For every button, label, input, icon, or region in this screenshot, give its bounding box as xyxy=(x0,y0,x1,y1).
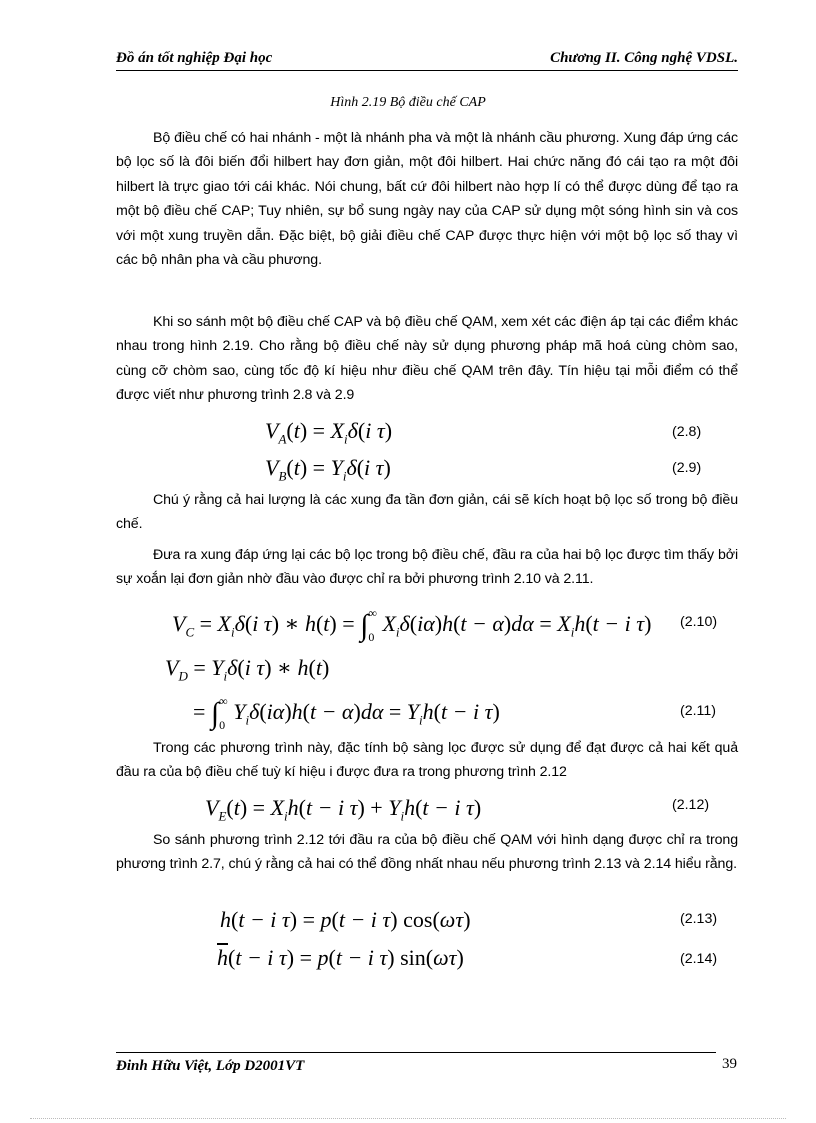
equation-number: (2.13) xyxy=(680,911,718,927)
equation-number: (2.8) xyxy=(672,424,702,440)
paragraph-1: Bộ điều chế có hai nhánh - một là nhánh pha và một là nhánh cầu phương. Xung đáp ứng các bộ lọc số là đôi biến đổi hilbert hay đơn giản, một đôi hilbert. Hai chức năng đó cái tạo ra một đôi hilbert là trực giao tới cái khác. Nói chung, bất cứ đôi hilbert nào hợp lí có thể được dùng để tạo ra một bộ điều chế CAP; Tuy nhiên, sự bổ sung ngày nay của CAP sử dụng một sóng hình sin và cos với một xung truyền dẫn. Đặc biệt, bộ giải điều chế CAP được thực hiện với một bộ lọc số thay vì các bộ nhân pha và cầu phương. xyxy=(116,130,738,269)
paragraph-3: Chú ý rằng cả hai lượng là các xung đa tần đơn giản, cái sẽ kích hoạt bộ lọc số trong bộ điều chế. xyxy=(116,492,738,533)
paragraph-2: Khi so sánh một bộ điều chế CAP và bộ điều chế QAM, xem xét các điện áp tại các điểm khác nhau trong hình 2.19. Cho rằng bộ điều chế này sử dụng phương pháp mã hoá cùng chòm sao, cùng cỡ chòm sao, cùng tốc độ kí hiệu như điều chế QAM trên đây. Tín hiệu tại mỗi điểm có thể được viết như phương trình 2.8 và 2.9 xyxy=(116,314,738,404)
equation-2-13: h(t − i τ) = p(t − i τ) cos(ωτ) xyxy=(220,907,471,932)
equation-number: (2.11) xyxy=(680,703,717,719)
equation-number: (2.12) xyxy=(672,797,710,813)
equation-2-11-line-2: = $\int_0^\infty$ $Y_i\delta(i\alpha)h(t - \alpha)d\alpha = Y_ih(t - i$ τ) xyxy=(193,694,500,732)
footer-rule xyxy=(116,1052,716,1053)
equation-2-9: $V_B(t) = Y_i\delta(i$ τ) xyxy=(265,455,391,484)
paragraph-4: Đưa ra xung đáp ứng lại các bộ lọc trong bộ điều chế, đầu ra của hai bộ lọc được tìm thấy bởi sự xoắn lại đơn giản nhờ đầu vào được chỉ ra bởi phương trình 2.10 và 2.11. xyxy=(116,547,738,588)
header-rule xyxy=(116,70,738,71)
equation-number: (2.14) xyxy=(680,951,718,967)
equation-2-14: $\overline{h}(t - i$ τ) = p(t − i τ) sin(ωτ) xyxy=(217,945,464,970)
paragraph-6: So sánh phương trình 2.12 tới đầu ra của bộ điều chế QAM với hình dạng được chỉ ra trong phương trình 2.7, chú ý rằng cả hai có thể đồng nhất nhau nếu phương trình 2.13 và 2.14 hiểu rằng. xyxy=(116,832,738,873)
page-bottom-divider xyxy=(30,1118,786,1119)
equation-2-10: $V_C = X_i\delta(i$ τ) ∗ $h(t) = \int_0^\infty$ $X_i\delta(i\alpha)h(t - \alpha)d\alpha = X_ih(t - i$ τ) xyxy=(172,606,652,644)
figure-caption: Hình 2.19 Bộ điều chế CAP xyxy=(330,95,486,110)
equation-number: (2.9) xyxy=(672,460,702,476)
footer-author: Đinh Hữu Việt, Lớp D2001VT xyxy=(116,1058,305,1074)
paragraph-5: Trong các phương trình này, đặc tính bộ sàng lọc được sử dụng để đạt được cả hai kết quả đầu ra của bộ điều chế tuỳ kí hiệu i được đưa ra trong phương trình 2.12 xyxy=(116,740,738,781)
page-number: 39 xyxy=(722,1056,737,1072)
equation-2-8: $V_A(t) = X_i\delta(i$ τ) xyxy=(265,418,393,447)
header-left: Đồ án tốt nghiệp Đại học xyxy=(116,50,273,66)
equation-2-12: $V_E(t) = X_ih(t - i$ $\tau) + Y_ih(t - i$ τ) xyxy=(205,795,482,824)
header-right: Chương II. Công nghệ VDSL. xyxy=(550,50,738,66)
equation-2-11-line-1: $V_D = Y_i\delta(i$ τ) ∗ h(t) xyxy=(165,655,330,684)
equation-number: (2.10) xyxy=(680,614,718,630)
